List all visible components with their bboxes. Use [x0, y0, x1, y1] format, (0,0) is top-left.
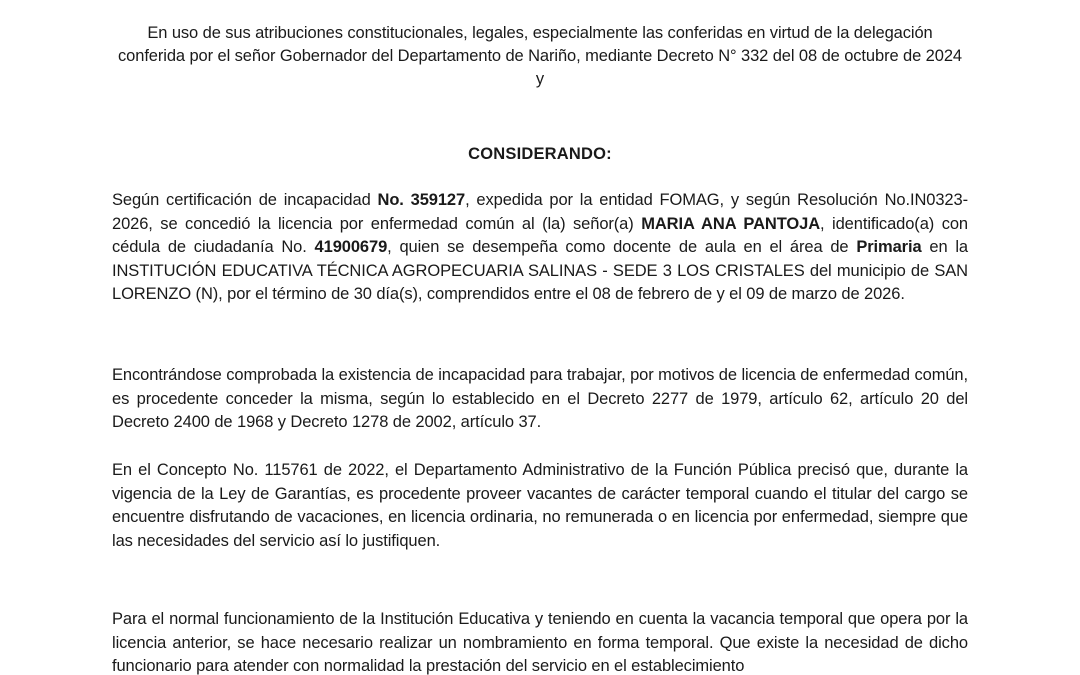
employee-name: MARIA ANA PANTOJA [641, 214, 821, 233]
paragraph-legal-basis: Encontrándose comprobada la existencia de incapacidad para trabajar, por motivos de licencia de enfermedad común, es procedente conceder la misma, según lo establecido en el Decreto 2277 de 1979, artículo 62, artículo 20 del Decreto 2400 de 1968 y Decreto 1278 de 2002, artículo 37. [112, 366, 968, 431]
certification-number: No. 359127 [377, 191, 466, 209]
teaching-area: Primaria [856, 238, 922, 256]
id-number: 41900679 [314, 238, 388, 256]
p1-text-1: Según certificación de incapacidad [112, 191, 378, 209]
p1-text-5: en la INSTITUCIÓN EDUCATIVA TÉCNICA AGROPECUARIA SALINAS - SEDE 3 LOS CRISTALES del municipio de SAN LORENZO (N), por el término de 30 día(s), comprendidos entre el 08 de febrero de y el 09 de marzo de 2026. [112, 238, 968, 303]
section-heading-considerando: CONSIDERANDO: [468, 145, 612, 163]
paragraph-temporary-appointment: Para el normal funcionamiento de la Institución Educativa y teniendo en cuenta la vacancia temporal que opera por la licencia anterior, se hace necesario realizar un nombramiento en forma temporal. Que existe la necesidad de dicho funcionario para atender con normalidad la prestación del servicio en el establecimiento [112, 610, 968, 675]
p1-text-2: , expedida por la entidad FOMAG, y según Resolución No.IN0323-2026, se concedió la licencia por enfermedad común al (la) señor(a) [112, 191, 968, 233]
paragraph-incapacity-certification [112, 189, 968, 307]
paragraph-concepto: En el Concepto No. 115761 de 2022, el Departamento Administrativo de la Función Pública precisó que, durante la vigencia de la Ley de Garantías, es procedente proveer vacantes de carácter temporal cuando el titular del cargo se encuentre disfrutando de vacaciones, en licencia ordinaria, no remunerada o en licencia por enfermedad, siempre que las necesidades del servicio así lo justifiquen. [112, 461, 968, 550]
p1-text-3: , identificado(a) con cédula de ciudadanía No. [112, 214, 968, 256]
p1-text-4: , quien se desempeña como docente de aula en el área de [387, 238, 857, 256]
intro-paragraph: En uso de sus atribuciones constitucionales, legales, especialmente las conferidas en virtud de la delegación conferida por el señor Gobernador del Departamento de Nariño, mediante Decreto N° 332 del 08 de octubre de 2024 y [118, 24, 962, 88]
